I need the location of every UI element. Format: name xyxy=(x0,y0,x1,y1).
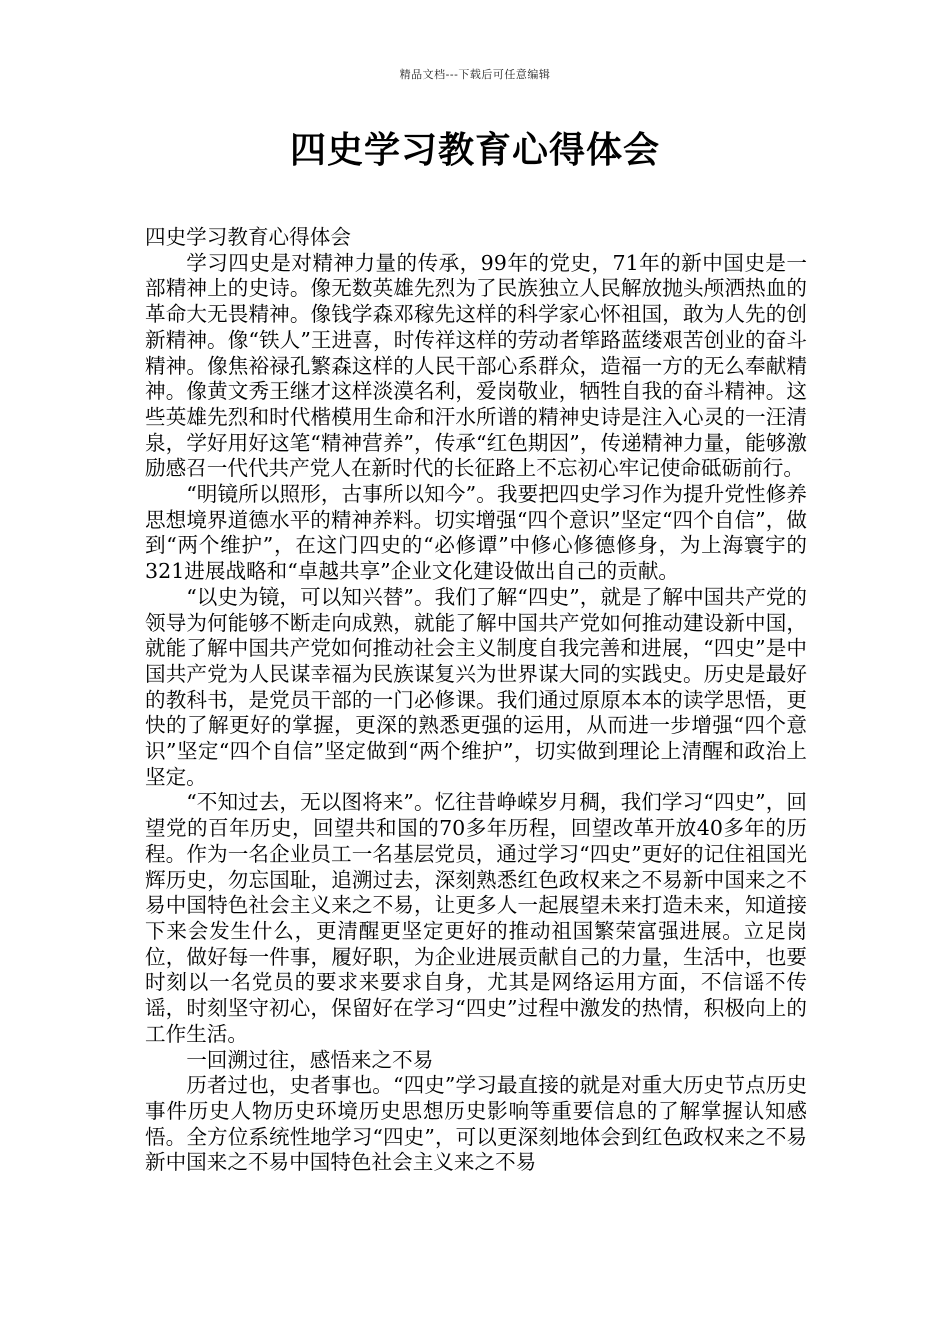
header-note: 精品文档---下载后可任意编辑 xyxy=(399,68,551,81)
document-body xyxy=(145,225,807,1176)
paragraph: 学习四史是对精神力量的传承，99年的党史，71年的新中国史是一部精神上的史诗。像无数英雄先烈为了民族独立人民解放抛头颅洒热血的革命大无畏精神。像钱学森邓稼先这样的科学家心怀祖国，敢为人先的创新精神。像“铁人”王进喜，时传祥这样的劳动者筚路蓝缕艰苦创业的奋斗精神。像焦裕禄孔繁森这样的人民干部心系群众，造福一方的无么奉献精神。像黄文秀王继才这样淡漠名利，爱岗敬业，牺牲自我的奋斗精神。这些英雄先烈和时代楷模用生命和汗水所谱的精神史诗是注入心灵的一汪清泉，学好用好这笔“精神营养”，传承“红色期因”，传递精神力量，能够激励感召一代代共产党人在新时代的长征路上不忘初心牢记使命砥砺前行。 xyxy=(145,250,807,481)
paragraph-subheading: 一回溯过往，感悟来之不易 xyxy=(186,1047,434,1072)
section-heading: 四史学习教育心得体会 xyxy=(145,225,351,249)
paragraph: “以史为镜，可以知兴替”。我们了解“四史”，就是了解中国共产党的领导为何能够不断走向成熟，就能了解中国共产党如何推动建设新中国，就能了解中国共产党如何推动社会主义制度自我完善和进展，“四史”是中国共产党为人民谋幸福为民族谋复兴为世界谋大同的实践史。历史是最好的教科书，是党员干部的一门必修课。我们通过原原本本的读学思悟，更快的了解更好的掌握，更深的熟悉更强的运用，从而进一步增强“四个意识”坚定“四个自信”坚定做到“两个维护”，切实做到理论上清醒和政治上坚定。 xyxy=(145,584,807,789)
paragraph: “明镜所以照形，古事所以知今”。我要把四史学习作为提升党性修养思想境界道德水平的精神养料。切实增强“四个意识”坚定“四个自信”，做到“两个维护”，在这门四史的“必修谭”中修心修德修身，为上海寰宇的321进展战略和“卓越共享”企业文化建设做出自己的贡献。 xyxy=(145,482,807,584)
paragraph: 历者过也，史者事也。“四史”学习最直接的就是对重大历史节点历史事件历史人物历史环境历史思想历史影响等重要信息的了解掌握认知感悟。全方位系统性地学习“四史”，可以更深刻地体会到红色政权来之不易新中国来之不易中国特色社会主义来之不易 xyxy=(145,1073,807,1175)
paragraph: “不知过去，无以图将来”。忆往昔峥嵘岁月稠，我们学习“四史”，回望党的百年历史，回望共和国的70多年历程，回望改革开放40多年的历程。作为一名企业员工一名基层党员，通过学习“四史”更好的记住祖国光辉历史，勿忘国耻，追溯过去，深刻熟悉红色政权来之不易新中国来之不易中国特色社会主义来之不易，让更多人一起展望未来打造未来，知道接下来会发生什么，更清醒更坚定更好的推动祖国繁荣富强进展。立足岗位，做好每一件事，履好职，为企业进展贡献自己的力量，生活中，也要时刻以一名党员的要求来要求自身，尤其是网络运用方面，不信谣不传谣，时刻坚守初心，保留好在学习“四史”过程中激发的热情，积极向上的工作生活。 xyxy=(145,790,807,1046)
document-title: 四史学习教育心得体会 xyxy=(289,129,660,171)
